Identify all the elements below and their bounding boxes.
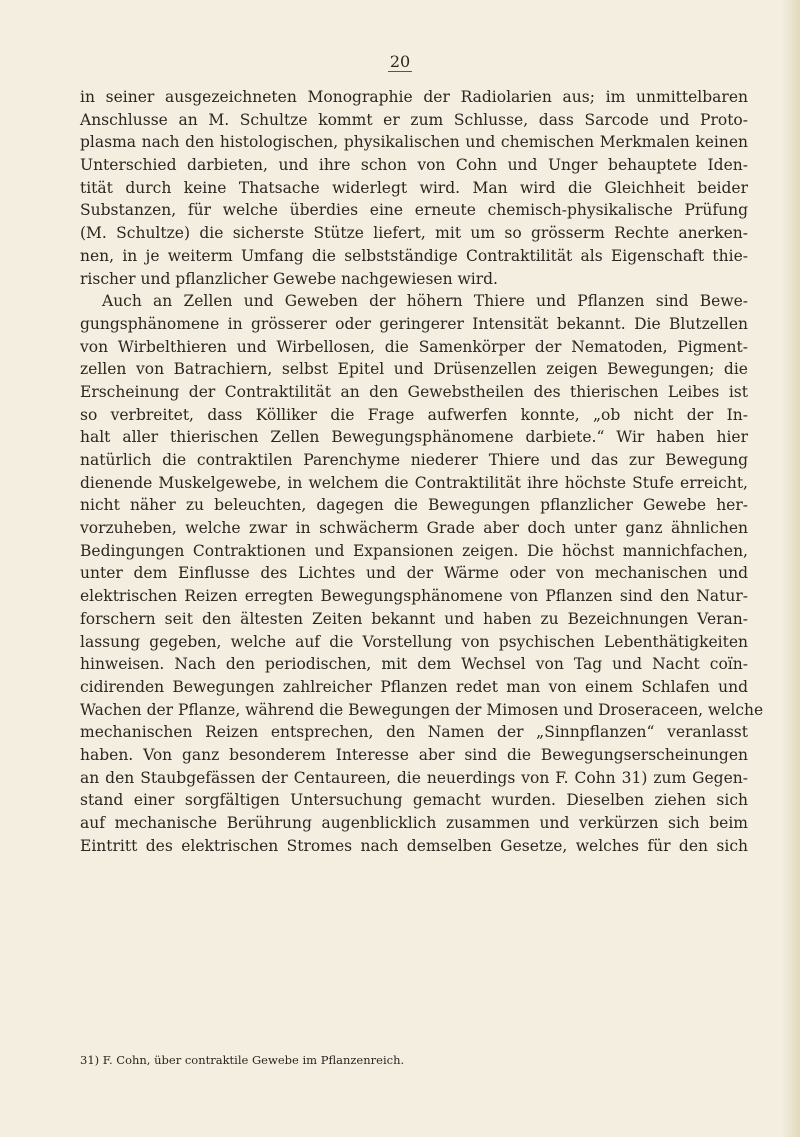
text-line: so verbreitet, dass Kölliker die Frage aufwerfen konnte, „ob nicht der In- xyxy=(80,405,748,424)
text-line: in seiner ausgezeichneten Monographie der Radiolarien aus; im unmittelbaren xyxy=(80,88,748,106)
text-line: stand einer sorgfältigen Untersuchung gemacht wurden. Dieselben ziehen sich xyxy=(80,791,748,810)
text-line: tität durch keine Thatsache widerlegt wird. Man wird die Gleichheit beider xyxy=(80,178,748,197)
text-line: zellen von Batrachiern, selbst Epitel und Drüsenzellen zeigen Bewegungen; die xyxy=(80,360,748,379)
text-line: vorzuheben, welche zwar in schwächerm Grade aber doch unter ganz ähnlichen xyxy=(80,519,748,538)
text-line: natürlich die contraktilen Parenchyme niederer Thiere und das zur Bewegung xyxy=(80,451,748,469)
text-line: (M. Schultze) die sicherste Stütze liefert, mit um so grösserm Rechte anerken- xyxy=(80,224,748,243)
text-line: plasma nach den histologischen, physikalischen und chemischen Merkmalen keinen xyxy=(80,133,748,152)
text-line: Erscheinung der Contraktilität an den Gewebstheilen des thierischen Leibes ist xyxy=(80,382,748,401)
text-line: lassung gegeben, welche auf die Vorstellung von psychischen Lebenthätigkeiten xyxy=(80,632,748,651)
text-line: Wachen der Pflanze, während die Bewegungen der Mimosen und Droseraceen, welche xyxy=(80,700,764,719)
text-line: elektrischen Reizen erregten Bewegungsphänomene von Pflanzen sind den Natur- xyxy=(80,587,748,606)
text-line: Substanzen, für welche überdies eine erneute chemisch-physikalische Prüfung xyxy=(80,201,748,220)
text-line: Eintritt des elektrischen Stromes nach demselben Gesetze, welches für den sich xyxy=(80,836,748,855)
footnote: 31) F. Cohn, über contraktile Gewebe im Pflanzenreich. xyxy=(80,1053,405,1067)
text-line: mechanischen Reizen entsprechen, den Namen der „Sinnpflanzen“ veranlasst xyxy=(80,723,748,742)
text-line: Anschlusse an M. Schultze kommt er zum Schlusse, dass Sarcode und Proto- xyxy=(80,110,748,129)
text-line: halt aller thierischen Zellen Bewegungsphänomene darbiete.“ Wir haben hier xyxy=(80,428,748,447)
page-edge-shading xyxy=(782,0,800,1137)
text-line: gungsphänomene in grösserer oder geringerer Intensität bekannt. Die Blutzellen xyxy=(80,314,748,333)
text-line: Auch an Zellen und Geweben der höhern Thiere und Pflanzen sind Bewe- xyxy=(102,292,748,311)
text-line: auf mechanische Berührung augenblicklich zusammen und verkürzen sich beim xyxy=(80,814,748,832)
text-line: hinweisen. Nach den periodischen, mit dem Wechsel von Tag und Nacht coïn- xyxy=(80,655,748,674)
text-line: unter dem Einflusse des Lichtes und der Wärme oder von mechanischen und xyxy=(80,564,748,583)
text-line: nicht näher zu beleuchten, dagegen die Bewegungen pflanzlicher Gewebe her- xyxy=(80,496,748,515)
body-text xyxy=(80,86,764,857)
text-line: forschern seit den ältesten Zeiten bekannt und haben zu Bezeichnungen Veran- xyxy=(80,609,748,628)
text-line: haben. Von ganz besonderem Interesse aber sind die Bewegungserscheinungen xyxy=(80,745,748,764)
text-line: dienende Muskelgewebe, in welchem die Contraktilität ihre höchste Stufe erreicht, xyxy=(80,473,748,492)
text-line: Unterschied darbieten, und ihre schon von Cohn und Unger behauptete Iden- xyxy=(80,156,748,175)
text-line: nen, in je weiterm Umfang die selbstständige Contraktilität als Eigenschaft thie- xyxy=(80,246,748,265)
page-number: 20 xyxy=(389,52,411,71)
text-line: an den Staubgefässen der Centaureen, die neuerdings von F. Cohn 31) zum Gegen- xyxy=(80,768,748,787)
text-line: rischer und pflanzlicher Gewebe nachgewiesen wird. xyxy=(80,269,498,288)
text-line: von Wirbelthieren und Wirbellosen, die Samenkörper der Nematoden, Pigment- xyxy=(80,337,748,356)
text-line: Bedingungen Contraktionen und Expansionen zeigen. Die höchst mannichfachen, xyxy=(80,541,748,560)
text-line: cidirenden Bewegungen zahlreicher Pflanzen redet man von einem Schlafen und xyxy=(80,677,748,696)
